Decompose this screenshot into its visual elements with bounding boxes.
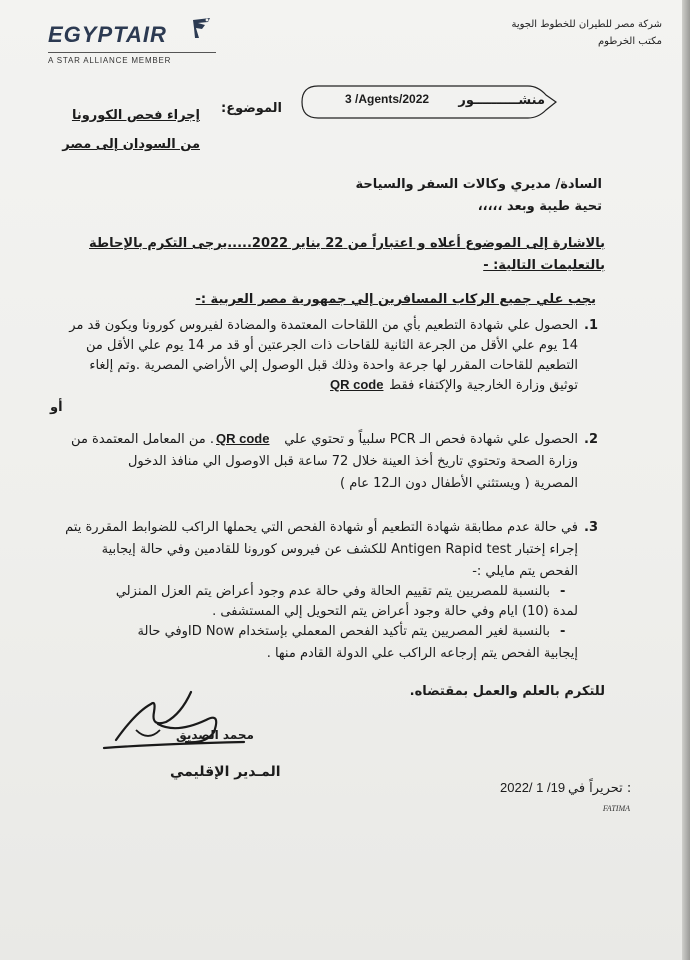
intro-line-1: بالاشارة إلى الموضوع أعلاه و اعتباراً من 22 يناير 2022.....يرجى التكرم بالإحاطة [89,236,605,251]
requirement-heading: يجب علي جميع الركاب المسافرين إلي جمهورية مصر العربية :- [195,292,596,307]
logo-wordmark: EGYPTAIR [48,22,167,47]
circular-label: منشــــــــــور [458,93,545,108]
signatory-title: المـدير الإقليمي [170,764,281,780]
item-3-bullet-line: بالنسبة للمصريين يتم تقييم الحالة وفي حالة عدم وجود أعراض يتم العزل المنزلي [115,584,550,599]
date-label: تحريراً في : [568,781,632,796]
item-2-line-tail: . من المعامل المعتمدة من [71,432,214,447]
egyptair-logo [48,22,172,65]
item-3-line: إجراء إختبار Antigen Rapid test للكشف عن فيروس كورونا للقادمين وفي حالة إيجابية [101,542,578,557]
signatory-name: محمد الصديق [176,728,254,742]
subject-line-2: من السودان إلى مصر [62,137,200,152]
item-3-bullet-line: إيجابية الفحص يتم إرجاعه الراكب علي الدولة القادم منها . [266,646,578,661]
addressee: السادة/ مديري وكالات السفر والسياحة [355,177,602,192]
item-2-line: وزارة الصحة وتحتوي تاريخ أخذ العينة خلال 72 ساعة قبل الاوصول الي منافذ الدخول [127,454,578,469]
item-1-qr-code: QR code [330,377,384,392]
item-2-number: .2 [584,432,598,447]
item-3-number: .3 [584,520,598,535]
subject-label: الموضوع: [221,101,282,116]
item-1-number: .1 [584,318,598,333]
typist-initials: FATIMA [602,804,630,813]
subject-line-1: إجراء فحص الكورونا [71,108,200,123]
circular-number: 3 /Agents/2022 [345,92,430,106]
item-3-line: الفحص يتم مايلي :- [472,564,578,579]
star-alliance-text: A STAR ALLIANCE MEMBER [48,56,172,65]
greeting: تحية طيبة وبعد ،،،،، [477,199,602,214]
item-2-qr-code: QR code [216,431,270,446]
item-1-line: 14 يوم علي الأقل من الجرعة الثانية للقاحات ذات الجرعتين أو قد مر 14 يوم علي الأقل من [85,338,578,353]
item-3-line: في حالة عدم مطابقة شهادة التطعيم أو شهادة الفحص التي يحملها الراكب للضوابط المقررة يتم [65,520,578,535]
bullet-dash: - [560,584,566,599]
item-2-line: الحصول علي شهادة فحص الـ PCR سلبياً و تحتوي علي [284,432,578,447]
bullet-dash: - [560,624,566,639]
company-header [511,16,662,50]
logo-rule [48,52,216,53]
intro-line-2: بالتعليمات التالية: - [483,258,605,273]
handwritten-signature [96,682,246,762]
item-3-bullet-line: بالنسبة لغير المصريين يتم تأكيد الفحص المعملي بإستخدام ID Nowوفي حالة [137,624,550,639]
item-2-line: المصرية ( ويستثني الأطفال دون الـ12 عام ) [340,476,578,491]
horus-bird-icon [190,16,214,44]
item-1-line: التطعيم للقاحات المقرر لها جرعة واحدة وذلك قبل الوصول إلي الأراضي المصرية .وتم إلغاء [89,358,578,373]
company-name: شركة مصر للطيران للخطوط الجوية [511,19,662,30]
item-1-line: توثيق وزارة الخارجية والإكتفاء فقط [389,378,578,393]
closing-text: للتكرم بالعلم والعمل بمقتضاه. [409,684,605,699]
office-name: مكتب الخرطوم [597,36,662,47]
date-value: 2022/ 1 /19 [500,780,566,795]
page-edge-shadow [682,0,690,960]
or-text: أو [50,400,63,415]
item-1-line: الحصول علي شهادة التطعيم بأي من اللقاحات المعتمدة والمضادة لفيروس كورونا ويكون قد مر [69,318,578,333]
item-3-bullet-line: لمدة (10) ايام وفي حالة وجود أعراض يتم التحويل إلي المستشفى . [212,604,578,619]
